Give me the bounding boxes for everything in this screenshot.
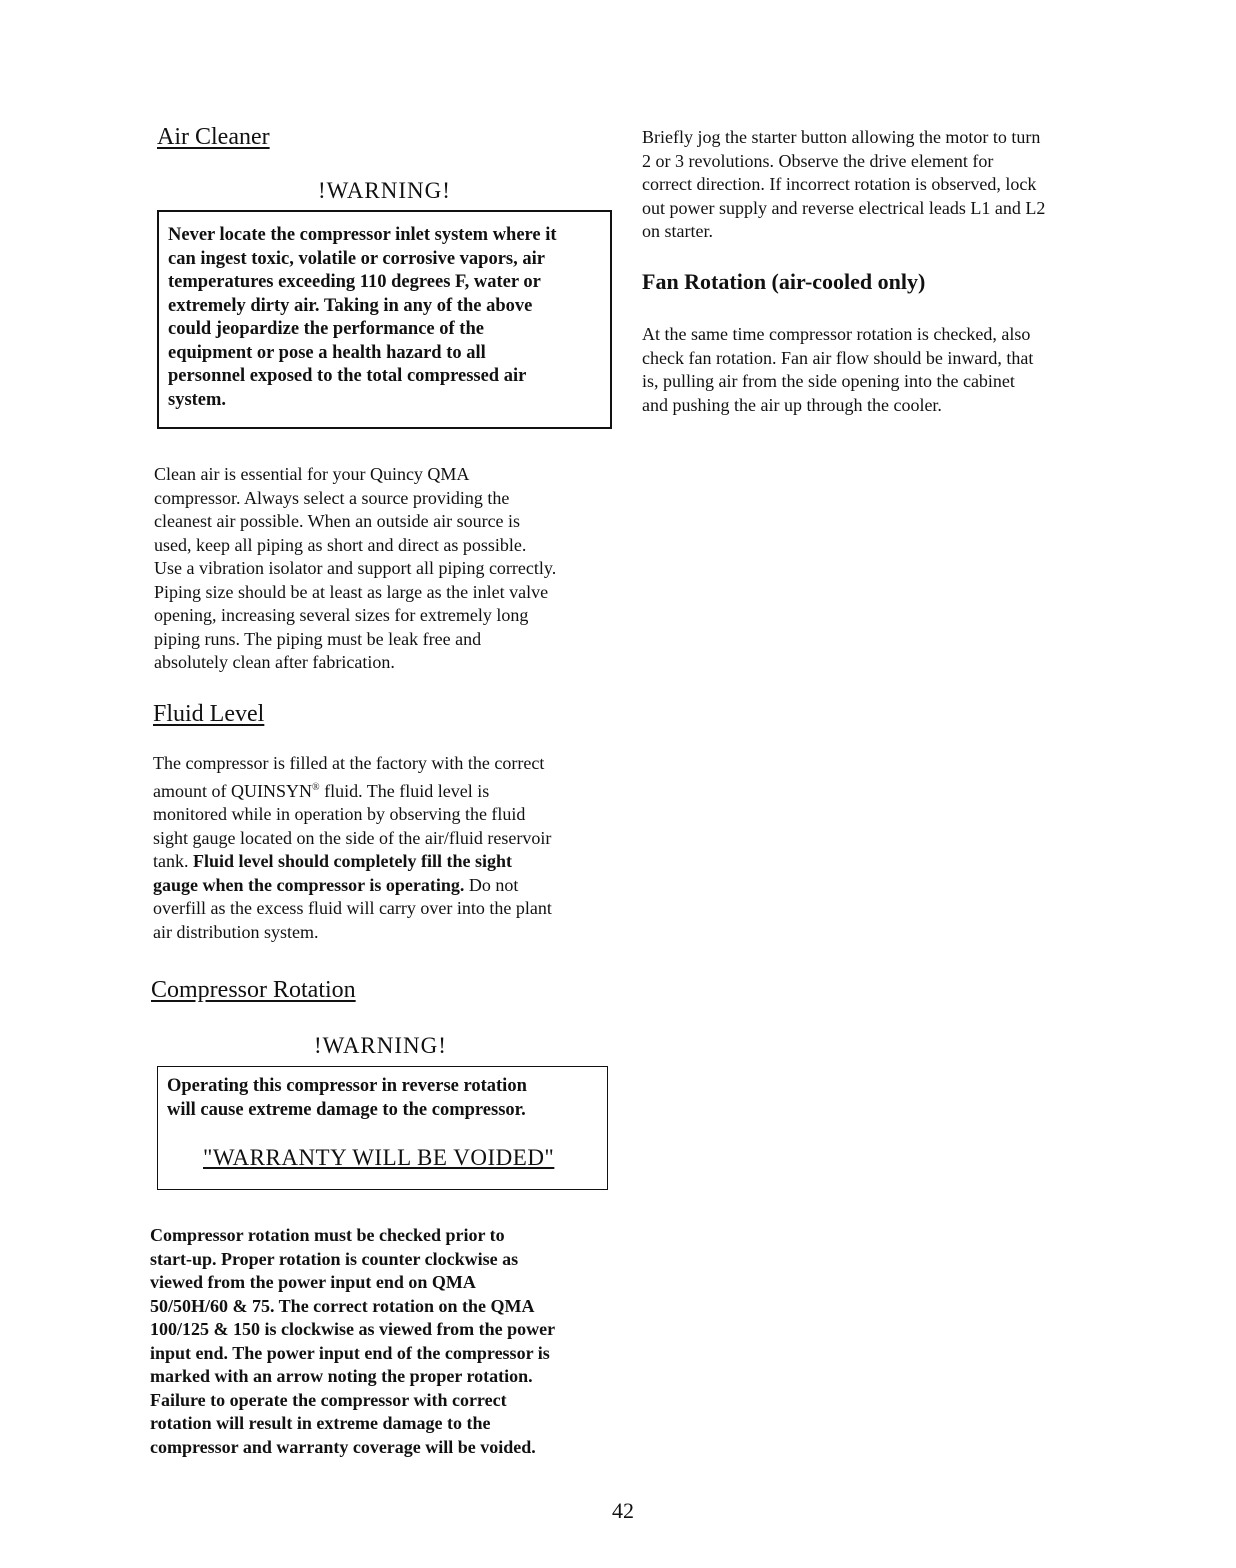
text-line xyxy=(153,874,552,898)
text-line: rotation will result in extreme damage to the xyxy=(150,1413,491,1433)
text-line: 100/125 & 150 is clockwise as viewed from the power xyxy=(150,1319,556,1339)
fan-rotation-paragraph xyxy=(642,323,1033,417)
warning-line: could jeopardize the performance of the xyxy=(168,319,484,339)
jog-starter-paragraph xyxy=(642,126,1045,244)
text-line: air distribution system. xyxy=(153,921,319,942)
text-line: compressor. Always select a source providing the xyxy=(154,487,510,508)
text-line: out power supply and reverse electrical leads L1 and L2 xyxy=(642,197,1046,218)
warning-line: personnel exposed to the total compressed air xyxy=(168,366,527,386)
text-line: and pushing the air up through the cooler. xyxy=(642,394,942,415)
fan-rotation-heading: Fan Rotation (air-cooled only) xyxy=(642,269,926,294)
text-line: used, keep all piping as short and direct as possible. xyxy=(154,534,527,555)
fluid-level-paragraph xyxy=(153,752,552,944)
bold-segment: gauge when the compressor is operating. xyxy=(153,874,465,895)
text-line: Compressor rotation must be checked prior to xyxy=(150,1225,505,1245)
fluid-level-heading: Fluid Level xyxy=(153,701,265,727)
text-line: piping runs. The piping must be leak free and xyxy=(154,628,482,649)
page-number: 42 xyxy=(612,1498,634,1523)
text-line: marked with an arrow noting the proper rotation. xyxy=(150,1366,533,1386)
text-line: on starter. xyxy=(642,221,713,241)
text-line: check fan rotation. Fan air flow should be inward, that xyxy=(642,347,1034,368)
text-line: opening, increasing several sizes for extremely long xyxy=(154,605,529,625)
registered-mark: ® xyxy=(312,781,320,793)
text-line: compressor and warranty coverage will be voided. xyxy=(150,1436,536,1457)
text-line: Failure to operate the compressor with correct xyxy=(150,1389,507,1410)
text-line: overfill as the excess fluid will carry over into the plant xyxy=(153,898,552,918)
warning-line: equipment or pose a health hazard to all xyxy=(168,342,486,363)
warning-line: temperatures exceeding 110 degrees F, water or xyxy=(168,272,541,292)
air-cleaner-paragraph xyxy=(154,463,556,675)
text-line: The compressor is filled at the factory with the correct xyxy=(153,753,545,773)
text-line: is, pulling air from the side opening into the cabinet xyxy=(642,371,1015,391)
text-segment: tank. xyxy=(153,851,193,871)
text-line: monitored while in operation by observing the fluid xyxy=(153,804,526,824)
text-line: sight gauge located on the side of the air/fluid reservoir xyxy=(153,827,552,848)
text-line: Piping size should be at least as large as the inlet valve xyxy=(154,581,549,602)
text-line: absolutely clean after fabrication. xyxy=(154,652,395,672)
text-line: cleanest air possible. When an outside air source is xyxy=(154,511,521,531)
text-segment: amount of QUINSYN xyxy=(153,780,312,801)
warning-line: system. xyxy=(168,389,227,410)
text-line: 2 or 3 revolutions. Observe the drive element for xyxy=(642,150,994,171)
text-segment: fluid. The fluid level is xyxy=(319,780,490,801)
compressor-rotation-heading: Compressor Rotation xyxy=(151,977,356,1003)
warning-text xyxy=(168,224,557,412)
bold-segment: Fluid level should completely fill the sight xyxy=(193,851,513,871)
warranty-voided-notice: "WARRANTY WILL BE VOIDED" xyxy=(203,1145,555,1170)
warning-line: Operating this compressor in reverse rotation xyxy=(167,1076,527,1096)
text-line: start-up. Proper rotation is counter clockwise as xyxy=(150,1248,519,1269)
warning-line: will cause extreme damage to the compressor. xyxy=(167,1099,526,1120)
text-line: input end. The power input end of the compressor is xyxy=(150,1342,550,1363)
text-segment: Do not xyxy=(464,874,519,895)
warning-line: can ingest toxic, volatile or corrosive vapors, air xyxy=(168,248,545,269)
compressor-rotation-paragraph xyxy=(150,1224,555,1459)
text-line: Clean air is essential for your Quincy QMA xyxy=(154,464,470,484)
text-line: Use a vibration isolator and support all piping correctly. xyxy=(154,558,557,578)
text-line: At the same time compressor rotation is checked, also xyxy=(642,324,1031,344)
text-line xyxy=(153,850,552,874)
text-line: Briefly jog the starter button allowing the motor to turn xyxy=(642,127,1041,147)
compressor-rotation-warning-box xyxy=(157,1066,608,1190)
text-line: viewed from the power input end on QMA xyxy=(150,1272,476,1292)
text-line: 50/50H/60 & 75. The correct rotation on the QMA xyxy=(150,1295,535,1316)
warning-text xyxy=(167,1075,527,1122)
warning-line: extremely dirty air. Taking in any of the above xyxy=(168,295,533,316)
warning-line: Never locate the compressor inlet system where it xyxy=(168,225,557,245)
warning-title: !WARNING! xyxy=(314,1033,447,1058)
warning-title: !WARNING! xyxy=(318,178,451,203)
text-line xyxy=(153,776,552,804)
air-cleaner-heading: Air Cleaner xyxy=(157,124,270,150)
air-cleaner-warning-box xyxy=(157,210,612,429)
text-line: correct direction. If incorrect rotation is observed, lock xyxy=(642,174,1037,194)
